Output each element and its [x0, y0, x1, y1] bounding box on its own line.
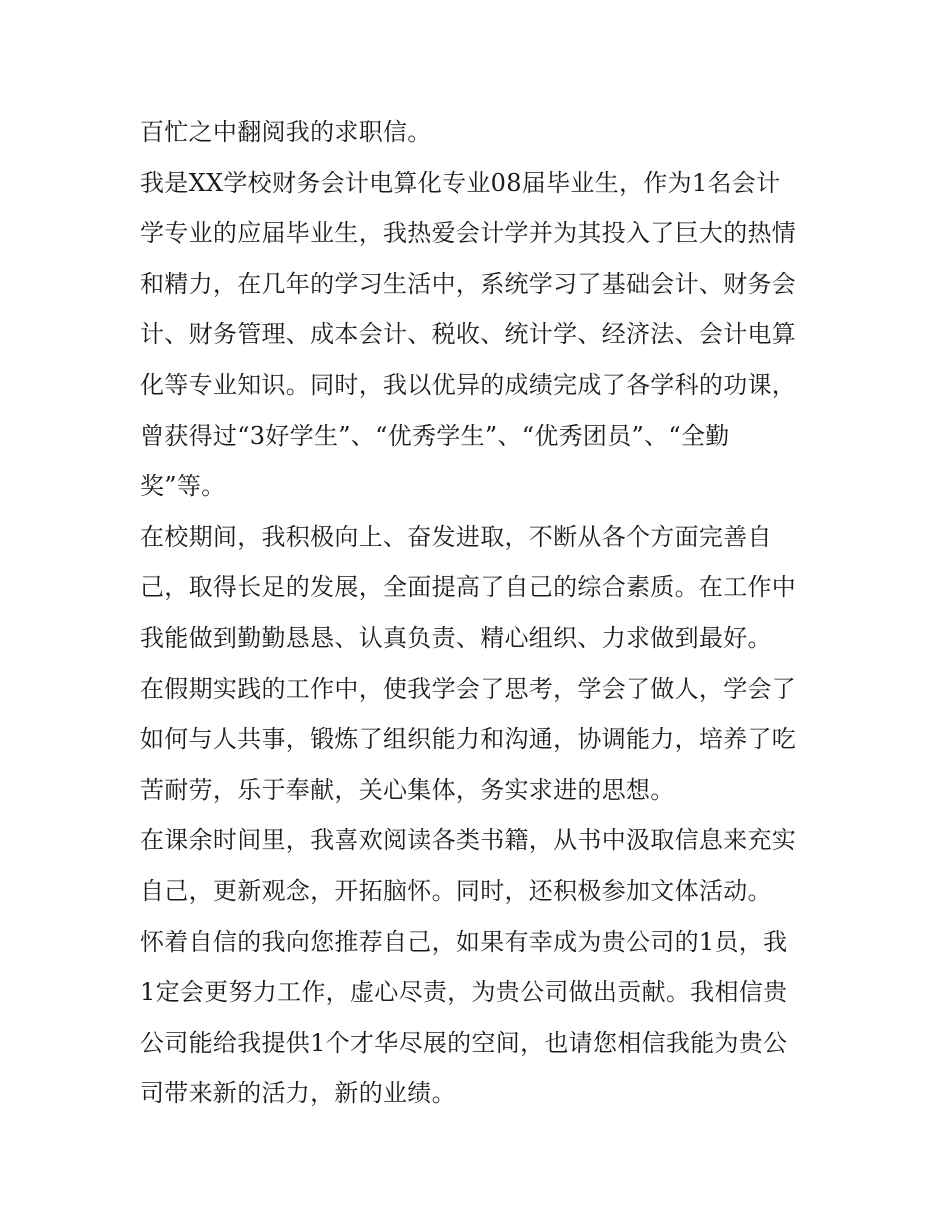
- text-line: 学专业的应届毕业生，我热爱会计学并为其投入了巨大的热情: [140, 219, 797, 248]
- text-line: 如何与人共事，锻炼了组织能力和沟通，协调能力，培养了吃: [140, 725, 797, 754]
- text-line: 怀着自信的我向您推荐自己，如果有幸成为贵公司的1员，我: [140, 927, 788, 956]
- text-line: 我能做到勤勤恳恳、认真负责、精心组织、力求做到最好。: [140, 623, 772, 652]
- text-line: 我是XX学校财务会计电算化专业08届毕业生，作为1名会计: [140, 168, 781, 197]
- text-line: 百忙之中翻阅我的求职信。: [140, 118, 432, 146]
- text-line: 自己，更新观念，开拓脑怀。同时，还积极参加文体活动。: [140, 876, 772, 905]
- text-line: 司带来新的活力，新的业绩。: [140, 1079, 456, 1108]
- text-line: 苦耐劳，乐于奉献，关心集体，务实求进的思想。: [140, 775, 675, 804]
- text-line: 和精力，在几年的学习生活中，系统学习了基础会计、财务会: [140, 269, 797, 298]
- text-line: 在课余时间里，我喜欢阅读各类书籍，从书中汲取信息来充实: [140, 826, 797, 855]
- text-line: 化等专业知识。同时，我以优异的成绩完成了各学科的功课，: [140, 370, 797, 399]
- letter-body: [140, 107, 812, 1119]
- text-line: 公司能给我提供1个才华尽展的空间，也请您相信我能为贵公: [140, 1028, 788, 1057]
- text-line: 计、财务管理、成本会计、税收、统计学、经济法、会计电算: [140, 320, 797, 349]
- text-line: 在假期实践的工作中，使我学会了思考，学会了做人，学会了: [140, 674, 797, 703]
- text-line: 己，取得长足的发展，全面提高了自己的综合素质。在工作中: [140, 573, 797, 602]
- text-line: 曾获得过“3好学生”、“优秀学生”、“优秀团员”、“全勤: [140, 421, 730, 450]
- text-line: 在校期间，我积极向上、奋发进取，不断从各个方面完善自: [140, 522, 772, 551]
- text-line: 奖”等。: [140, 472, 226, 501]
- text-line: 1定会更努力工作，虚心尽责，为贵公司做出贡献。我相信贵: [140, 978, 788, 1007]
